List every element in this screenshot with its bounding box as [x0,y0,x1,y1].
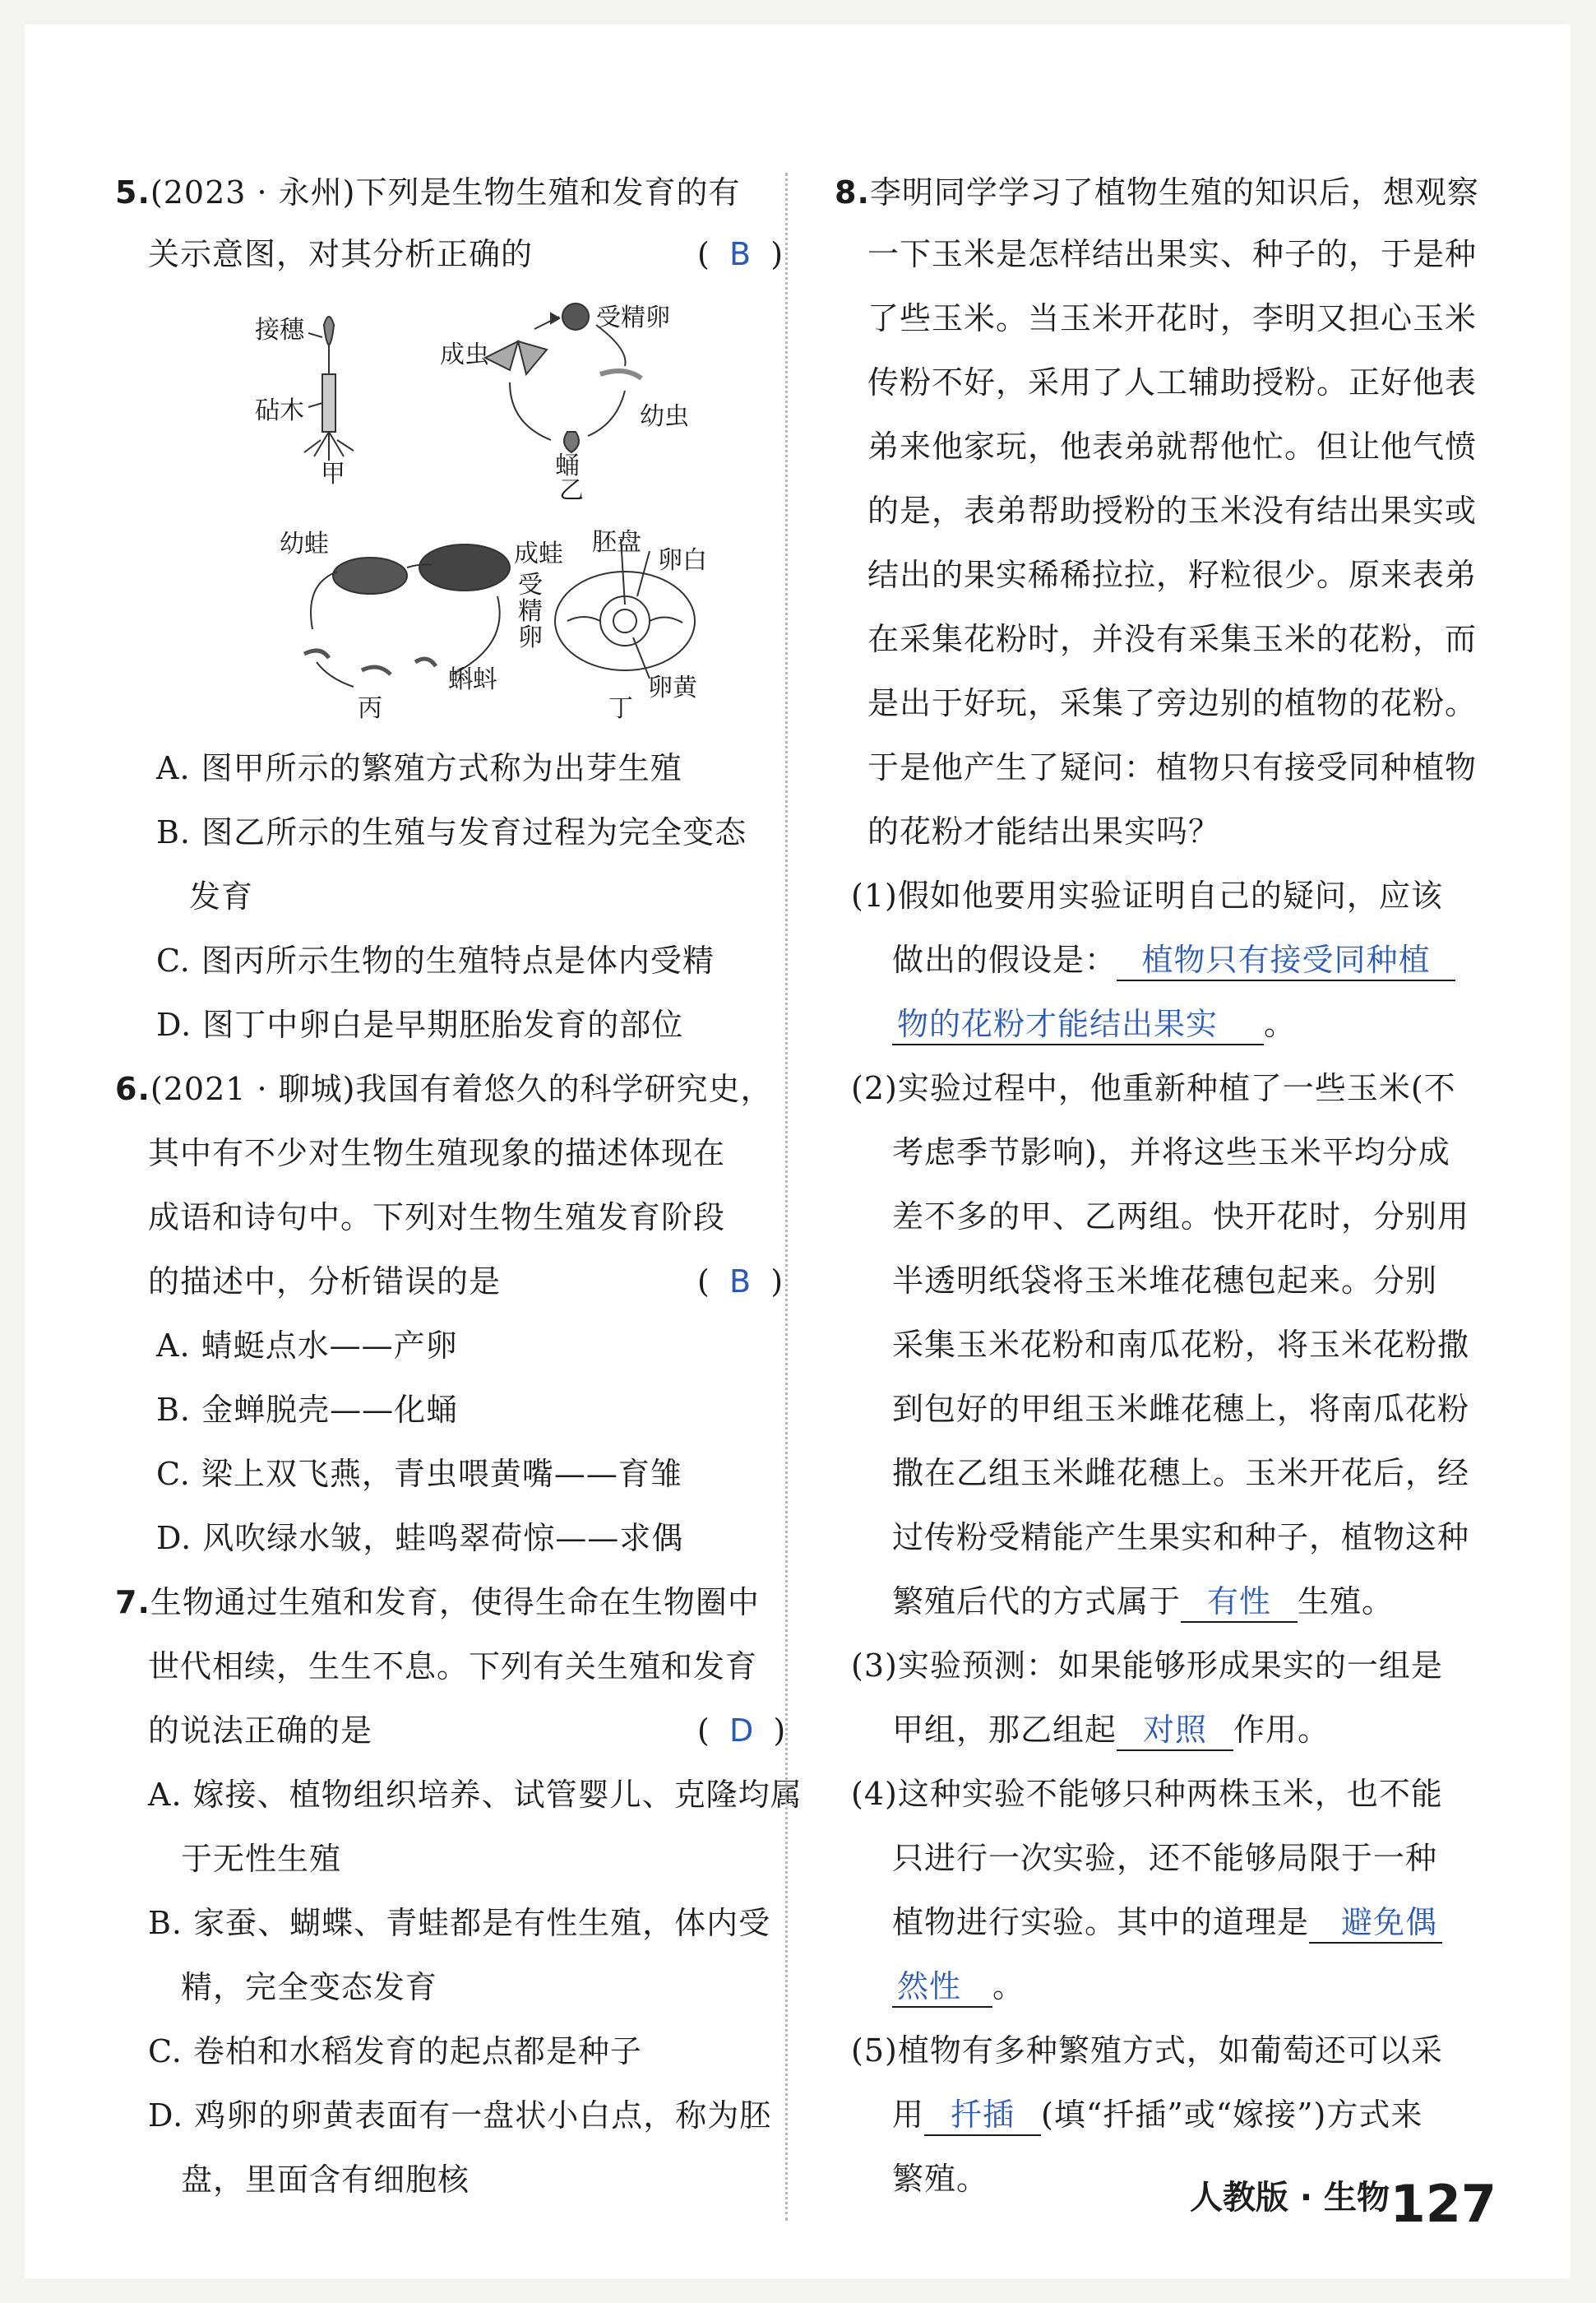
q7-option-a-line-1: A. 嫁接、植物组织培养、试管婴儿、克隆均属 [148,1777,803,1813]
q8-sub4-line-3 [892,1902,1442,1944]
label-larva: 幼虫 [640,402,689,431]
q8-sub2-prefix: 繁殖后代的方式属于 [892,1583,1182,1620]
column-divider [785,173,788,2221]
caption-jia: 甲 [321,460,345,489]
q8-stem-text-1: 李明同学学习了植物生殖的知识后，想观察 [869,174,1479,211]
label-albumen: 卵白 [658,546,707,575]
q8-sub4-line-4 [892,1967,1025,2008]
q8-stem-line-2: 一下玉米是怎样结出果实、种子的，于是种 [867,236,1478,272]
q8-stem-line-10: 于是他产生了疑问：植物只有接受同种植物 [867,749,1478,785]
q8-sub1-line-3 [892,1004,1296,1045]
q5-option-d: D. 图丁中卵白是早期胚胎发育的部位 [156,1007,684,1043]
q8-sub3-line-2 [892,1710,1330,1751]
q6-option-a: A. 蜻蜓点水——产卵 [156,1328,458,1364]
label-fertilized-char-3: 卵 [518,623,543,652]
q8-stem-line-4: 传粉不好，采用了人工辅助授粉。正好他表 [867,364,1478,401]
q8-sub5-prefix: 用 [892,2097,925,2133]
q6-stem-line-1 [115,1069,773,1109]
q5-answer: B [729,236,752,272]
q8-sub2-line-5: 采集玉米花粉和南瓜花粉，将玉米花粉撒 [892,1327,1470,1363]
q7-number: 7. [115,1584,150,1620]
q8-sub3-line-1: (3)实验预测：如果能够形成果实的一组是 [851,1647,1443,1684]
q8-sub1-answer-1: 植物只有接受同种植 [1117,940,1455,981]
label-yolk: 卵黄 [648,674,697,702]
q8-sub2-line-7: 撒在乙组玉米雌花穗上。玉米开花后，经 [892,1455,1470,1491]
label-tadpole: 蝌蚪 [448,665,497,694]
q8-sub1-end: 。 [1264,1006,1297,1042]
q6-option-b: B. 金蝉脱壳——化蛹 [156,1392,459,1428]
label-fertilized-egg-insect: 受精卵 [596,304,670,332]
q7-stem-text-1: 生物通过生殖和发育，使得生命在生物圈中 [150,1584,760,1620]
page-number: 127 [1390,2174,1497,2234]
q6-stem-text-1: (2021 · 聊城)我国有着悠久的科学研究史， [150,1071,773,1107]
q8-stem-line-1 [835,173,1479,212]
q8-stem-line-8: 在采集花粉时，并没有采集玉米的花粉，而 [867,621,1478,657]
q8-sub4-answer-1: 避免偶 [1309,1902,1442,1944]
q8-sub5-suffix: (填“扦插”或“嫁接”)方式来 [1041,2097,1423,2133]
q8-stem-line-7: 结出的果实稀稀拉拉，籽粒很少。原来表弟 [867,557,1478,593]
q8-sub2-answer: 有性 [1181,1582,1298,1623]
q8-sub2-line-9 [892,1582,1394,1623]
q7-stem-line-2: 世代相续，生生不息。下列有关生殖和发育 [148,1648,758,1684]
q5-option-a: A. 图甲所示的繁殖方式称为出芽生殖 [156,750,682,786]
q5-option-b-line-1: B. 图乙所示的生殖与发育过程为完全变态 [156,814,747,850]
q5-answer-bracket: ( B ) [697,236,784,272]
q7-stem-line-3: 的说法正确的是 [148,1712,373,1749]
q8-sub2-line-1: (2)实验过程中，他重新种植了一些玉米(不 [851,1070,1456,1106]
q8-sub2-line-3: 差不多的甲、乙两组。快开花时，分别用 [892,1198,1470,1235]
q8-number: 8. [835,174,870,211]
q8-sub3-prefix: 甲组，那乙组起 [892,1712,1117,1748]
q7-stem-line-1 [115,1582,760,1622]
label-adult-frog: 成蛙 [514,540,563,568]
q8-sub4-line-1: (4)这种实验不能够只种两株玉米，也不能 [851,1776,1443,1812]
q8-stem-line-9: 是出于好玩，采集了旁边别的植物的花粉。 [867,685,1478,721]
caption-yi: 乙 [559,476,584,505]
q6-stem-line-4: 的描述中，分析错误的是 [148,1263,502,1300]
caption-bing: 丙 [358,694,382,723]
q5-figure [255,300,740,728]
q8-sub2-line-2: 考虑季节影响)，并将这些玉米平均分成 [892,1134,1450,1170]
q8-stem-line-3: 了些玉米。当玉米开花时，李明又担心玉米 [867,300,1478,336]
q7-answer-bracket: ( D ) [697,1712,786,1749]
label-rootstock: 砧木 [255,396,304,425]
q5-option-c: C. 图丙所示生物的生殖特点是体内受精 [156,943,715,979]
label-germinal-disc: 胚盘 [592,528,641,557]
q8-sub5-line-2 [892,2095,1423,2136]
q8-sub5-line-1: (5)植物有多种繁殖方式，如葡萄还可以采 [851,2032,1443,2069]
q7-option-d-line-2: 盘，里面含有细胞核 [181,2162,470,2198]
q7-option-b-line-1: B. 家蚕、蝴蝶、青蛙都是有性生殖，体内受 [148,1905,771,1941]
q8-sub5-line-3: 繁殖。 [892,2161,989,2197]
label-adult-insect: 成虫 [440,341,489,369]
q5-stem-line-2: 关示意图，对其分析正确的 [148,236,534,272]
q8-sub5-answer: 扦插 [924,2095,1041,2136]
q8-stem-line-5: 弟来他家玩，他表弟就帮他忙。但让他气愤 [867,429,1478,465]
q7-option-c: C. 卷柏和水稻发育的起点都是种子 [148,2033,642,2069]
q5-stem-line-1 [115,173,741,212]
q8-sub1-line-2 [892,940,1455,981]
q8-sub2-line-4: 半透明纸袋将玉米堆花穗包起来。分别 [892,1263,1438,1299]
q6-option-d: D. 风吹绿水皱，蛙鸣翠荷惊——求偶 [156,1520,684,1556]
q6-answer-bracket: ( B ) [697,1263,784,1300]
q7-option-a-line-2: 于无性生殖 [181,1841,342,1877]
q8-sub1-answer-2: 物的花粉才能结出果实 [892,1004,1264,1045]
q8-sub4-prefix: 植物进行实验。其中的道理是 [892,1904,1310,1940]
q8-stem-line-6: 的是，表弟帮助授粉的玉米没有结出果实或 [867,493,1478,529]
label-fertilized-char-2: 精 [518,597,543,626]
q7-answer: D [729,1712,754,1749]
q6-stem-line-3: 成语和诗句中。下列对生物生殖发育阶段 [148,1199,726,1235]
q8-sub2-suffix: 生殖。 [1298,1583,1395,1620]
q5-number: 5. [115,174,150,211]
q6-stem-line-2: 其中有不少对生物生殖现象的描述体现在 [148,1135,726,1171]
label-fertilized-char-1: 受 [518,571,543,600]
q8-stem-line-11: 的花粉才能结出果实吗？ [867,813,1221,850]
q5-option-b-line-2: 发育 [189,878,254,915]
q8-sub2-line-6: 到包好的甲组玉米雌花穗上，将南瓜花粉 [892,1391,1470,1427]
label-pupa: 蛹 [555,452,580,480]
q8-sub2-line-8: 过传粉受精能产生果实和种子，植物这种 [892,1519,1470,1555]
workbook-page [25,25,1571,2278]
q6-answer: B [729,1263,752,1300]
label-froglet: 幼蛙 [280,530,329,558]
caption-ding: 丁 [608,694,633,723]
q8-sub1-line-1: (1)假如他要用实验证明自己的疑问，应该 [851,878,1443,914]
footer-edition-subject: 人教版 · 生物 [1189,2179,1390,2217]
q7-option-d-line-1: D. 鸡卵的卵黄表面有一盘状小白点，称为胚 [148,2097,772,2134]
q6-option-c: C. 梁上双飞燕，青虫喂黄嘴——育雏 [156,1456,682,1492]
label-scion: 接穗 [255,316,304,345]
q5-figure-drawing [263,300,740,728]
q8-sub3-answer: 对照 [1117,1710,1233,1751]
q8-sub3-suffix: 作用。 [1233,1712,1330,1748]
q8-sub4-line-2: 只进行一次实验，还不能够局限于一种 [892,1840,1438,1876]
q6-number: 6. [115,1071,150,1107]
q8-sub4-answer-2: 然性 [892,1967,992,2008]
q7-option-b-line-2: 精，完全变态发育 [181,1969,438,2005]
q5-stem-text-1: (2023 · 永州)下列是生物生殖和发育的有 [150,174,741,211]
q8-sub4-end: 。 [992,1968,1025,2004]
q8-sub1-prefix: 做出的假设是： [892,942,1117,978]
